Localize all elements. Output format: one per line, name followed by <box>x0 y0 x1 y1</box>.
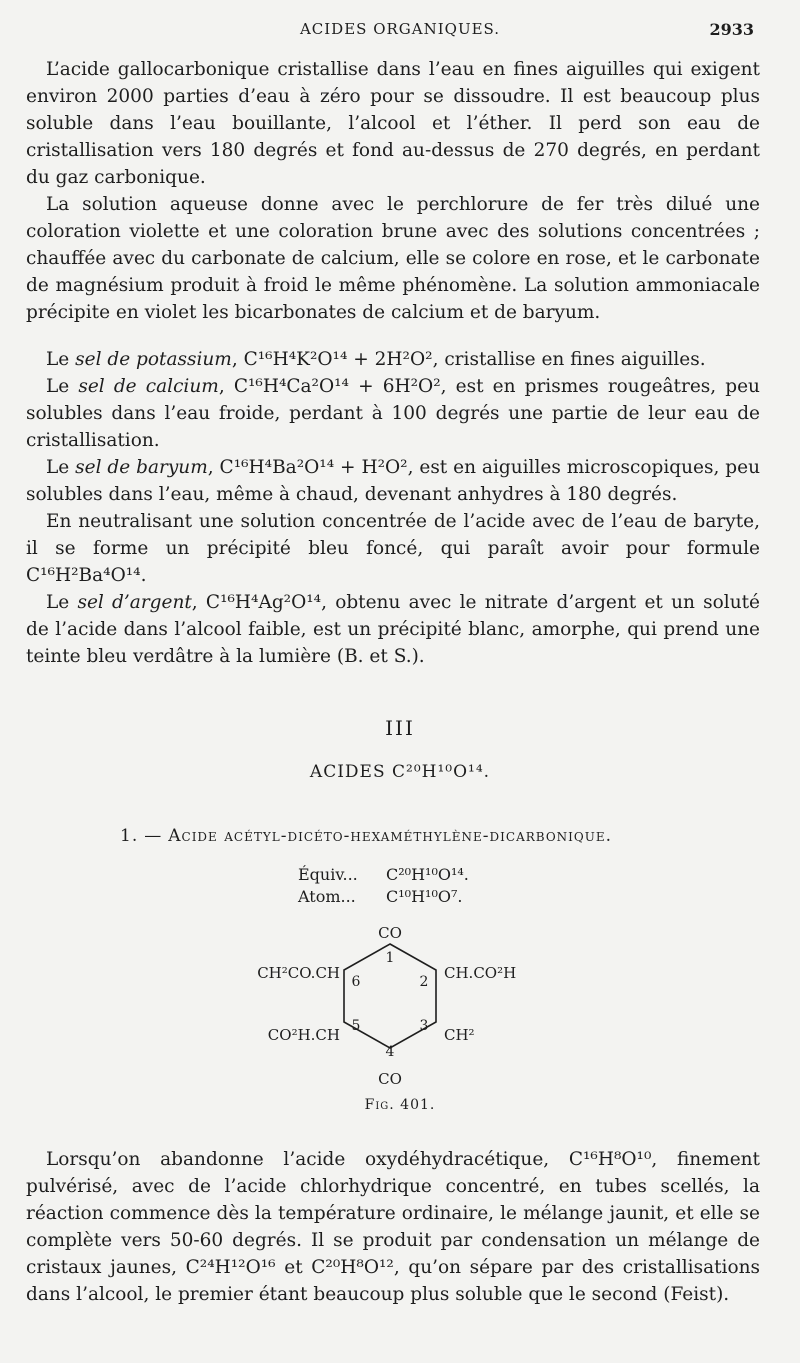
salt-description: , cristallise en fines aiguilles. <box>432 349 706 370</box>
salt-formula: C¹⁶H⁴Ba²O¹⁴ + H²O² <box>219 457 408 478</box>
running-head-title: ACIDES ORGANIQUES. <box>299 20 501 38</box>
ring-position-2: 2 <box>419 974 429 990</box>
formula-atom-row <box>298 886 469 908</box>
salt-name: sel de calcium <box>78 376 219 397</box>
atom-label: Atom... <box>298 887 356 906</box>
paragraph-sel-argent: Le sel d’argent, C¹⁶H⁴Ag²O¹⁴, obtenu avec le nitrate d’argent et un soluté de l’acide dans l’alcool faible, est un précipité blanc, amorphe, qui prend une teinte bleu verdâtre à la lumière (B. et S.). <box>26 592 760 667</box>
ring-position-5: 5 <box>351 1018 361 1034</box>
paragraph-sel-baryum: Le sel de baryum, C¹⁶H⁴Ba²O¹⁴ + H²O², est en aiguilles microscopiques, peu solubles dans l’eau, même à chaud, devenant anhydres à 180 degrés. <box>26 457 760 505</box>
structural-formula-figure <box>240 916 560 1096</box>
compound-name: Acide acétyl-dicéto-hexaméthylène-dicarbonique. <box>168 826 613 846</box>
compound-heading <box>120 826 612 846</box>
equiv-value: C²⁰H¹⁰O¹⁴. <box>386 865 469 884</box>
formula-equiv-row <box>298 864 469 886</box>
salt-prefix: Le <box>46 592 78 613</box>
equiv-label: Équiv... <box>298 865 358 884</box>
salt-name: sel d’argent <box>77 592 192 613</box>
group-bottom: CO <box>378 1070 402 1088</box>
salt-name: sel de baryum <box>75 457 208 478</box>
salt-formula: C¹⁶H⁴K²O¹⁴ + 2H²O² <box>243 349 433 370</box>
paragraph-solution-aqueuse: La solution aqueuse donne avec le perchlorure de fer très dilué une coloration violette et une coloration brune avec des solutions concentrées ; chauffée avec du carbonate de calcium, elle se colore en rose, et le carbonate de magnésium produit à froid le même phénomène. La solution ammoniacale précipite en violet les bicarbonates de calcium et de baryum. <box>26 194 760 323</box>
section-number: III <box>385 716 415 740</box>
salt-name: sel de potassium <box>75 349 232 370</box>
atom-value: C¹⁰H¹⁰O⁷. <box>386 887 463 906</box>
main-text-top <box>26 56 760 670</box>
main-text-bottom <box>26 1146 760 1308</box>
group-left-top: CH²CO.CH <box>257 964 340 982</box>
salt-description: , est en prismes rougeâtres, peu solubles dans l’eau froide, perdant à 100 degrés une partie de leur eau de cristallisation. <box>26 376 760 451</box>
salt-description: , est en aiguilles microscopiques, peu solubles dans l’eau, même à chaud, devenant anhydres à 180 degrés. <box>26 457 760 505</box>
paragraph-sel-calcium: Le sel de calcium, C¹⁶H⁴Ca²O¹⁴ + 6H²O², est en prismes rougeâtres, peu solubles dans l’eau froide, perdant à 100 degrés une partie de leur eau de cristallisation. <box>26 376 760 451</box>
formula-block <box>298 864 469 908</box>
compound-number: 1. <box>120 826 139 846</box>
compound-dash: — <box>144 826 163 846</box>
ring-position-6: 6 <box>351 974 361 990</box>
paragraph-gallocarbonique: L’acide gallocarbonique cristallise dans l’eau en fines aiguilles qui exigent environ 2000 parties d’eau à zéro pour se dissoudre. Il est beaucoup plus soluble dans l’eau bouillante, l’alcool et l’éther. Il perd son eau de cristallisation vers 180 degrés et fond au-dessus de 270 degrés, en perdant du gaz carbonique. <box>26 59 760 188</box>
salt-prefix: Le <box>46 457 76 478</box>
paragraph-eau-de-baryte: En neutralisant une solution concentrée de l’acide avec de l’eau de baryte, il se forme un précipité bleu foncé, qui paraît avoir pour formule C¹⁶H²Ba⁴O¹⁴. <box>26 511 760 586</box>
group-left-bottom: CO²H.CH <box>267 1026 340 1044</box>
section-title: ACIDES C²⁰H¹⁰O¹⁴. <box>309 762 491 782</box>
salt-prefix: Le <box>46 376 79 397</box>
ring-position-1: 1 <box>385 950 395 966</box>
paragraph-oxydehydracetique: Lorsqu’on abandonne l’acide oxydéhydracétique, C¹⁶H⁸O¹⁰, finement pulvérisé, avec de l’acide chlorhydrique concentré, en tubes scellés, la réaction commence dès la température ordinaire, le mélange jaunit, et elle se complète vers 50-60 degrés. Il se produit par condensation un mélange de cristaux jaunes, C²⁴H¹²O¹⁶ et C²⁰H⁸O¹², qu’on sépare par des cristallisations dans l’alcool, le premier étant beaucoup plus soluble que le second (Feist). <box>26 1149 760 1305</box>
salt-formula: C¹⁶H⁴Ca²O¹⁴ + 6H²O² <box>233 376 441 397</box>
ring-position-4: 4 <box>385 1044 395 1060</box>
paragraph-sel-potassium: Le sel de potassium, C¹⁶H⁴K²O¹⁴ + 2H²O², cristallise en fines aiguilles. <box>46 349 706 370</box>
ring-position-3: 3 <box>419 1018 429 1034</box>
group-right-bottom: CH² <box>444 1026 475 1044</box>
page-number: 2933 <box>709 20 754 39</box>
group-right-top: CH.CO²H <box>444 964 517 982</box>
figure-caption: Fig. 401. <box>364 1097 436 1113</box>
salt-formula: C¹⁶H⁴Ag²O¹⁴ <box>205 592 322 613</box>
running-head <box>0 20 800 44</box>
salt-prefix: Le <box>46 349 76 370</box>
group-top: CO <box>378 924 402 942</box>
salt-description: , obtenu avec le nitrate d’argent et un soluté de l’acide dans l’alcool faible, est un précipité blanc, amorphe, qui prend une teinte bleu verdâtre à la lumière (B. et S.). <box>26 592 760 667</box>
